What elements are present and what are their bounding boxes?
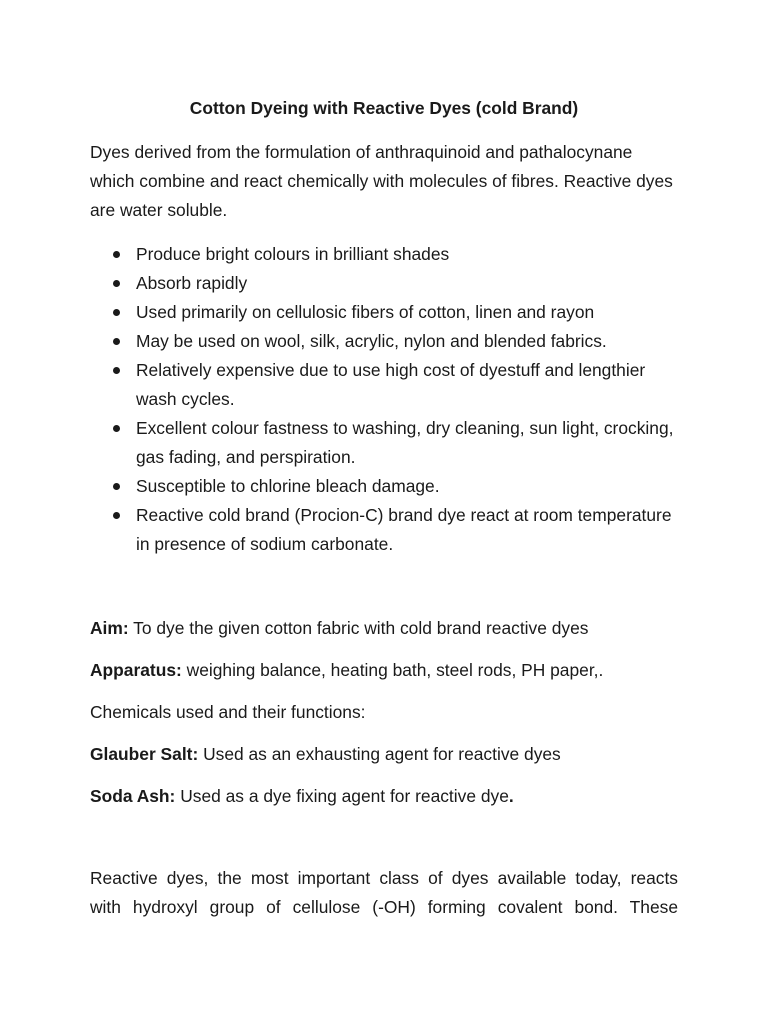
bullet-icon xyxy=(113,251,120,258)
apparatus-text: weighing balance, heating bath, steel rods, PH paper,. xyxy=(181,660,604,680)
glauber-salt-label: Glauber Salt: xyxy=(90,744,199,764)
soda-ash-line xyxy=(90,782,678,811)
list-item: Excellent colour fastness to washing, dry cleaning, sun light, crocking, gas fading, and perspiration. xyxy=(90,414,678,472)
aim-line xyxy=(90,614,678,643)
list-item: May be used on wool, silk, acrylic, nylon and blended fabrics. xyxy=(90,327,678,356)
soda-ash-label: Soda Ash: xyxy=(90,786,176,806)
apparatus-line xyxy=(90,656,678,685)
closing-line-2: with hydroxyl group of cellulose (-OH) forming covalent bond. These xyxy=(90,897,678,917)
bullet-icon xyxy=(113,425,120,432)
closing-line-1: Reactive dyes, the most important class of dyes available today, reacts xyxy=(90,868,678,888)
section-spacer xyxy=(90,824,678,864)
bullet-icon xyxy=(113,512,120,519)
bullet-icon xyxy=(113,280,120,287)
document-title: Cotton Dyeing with Reactive Dyes (cold Brand) xyxy=(189,98,579,118)
list-item: Absorb rapidly xyxy=(90,269,678,298)
properties-list xyxy=(90,240,678,559)
intro-paragraph: Dyes derived from the formulation of anthraquinoid and pathalocynane which combine and react chemically with molecules of fibres. Reactive dyes are water soluble. xyxy=(90,142,673,220)
bullet-icon xyxy=(113,367,120,374)
list-item: Relatively expensive due to use high cost of dyestuff and lengthier wash cycles. xyxy=(90,356,678,414)
list-item: Reactive cold brand (Procion-C) brand dye react at room temperature in presence of sodium carbonate. xyxy=(90,501,678,559)
chemicals-heading: Chemicals used and their functions: xyxy=(90,702,366,722)
glauber-salt-line xyxy=(90,740,678,769)
aim-text: To dye the given cotton fabric with cold brand reactive dyes xyxy=(128,618,589,638)
document-page xyxy=(90,94,678,922)
apparatus-label: Apparatus: xyxy=(90,660,182,680)
soda-ash-end: . xyxy=(508,786,514,806)
list-item: Produce bright colours in brilliant shades xyxy=(90,240,678,269)
section-spacer xyxy=(90,559,678,614)
soda-ash-text: Used as a dye fixing agent for reactive dye xyxy=(175,786,509,806)
aim-label: Aim: xyxy=(90,618,129,638)
list-item: Susceptible to chlorine bleach damage. xyxy=(90,472,678,501)
bullet-icon xyxy=(113,338,120,345)
bullet-icon xyxy=(113,309,120,316)
bullet-icon xyxy=(113,483,120,490)
glauber-salt-text: Used as an exhausting agent for reactive dyes xyxy=(198,744,561,764)
list-item: Used primarily on cellulosic fibers of cotton, linen and rayon xyxy=(90,298,678,327)
